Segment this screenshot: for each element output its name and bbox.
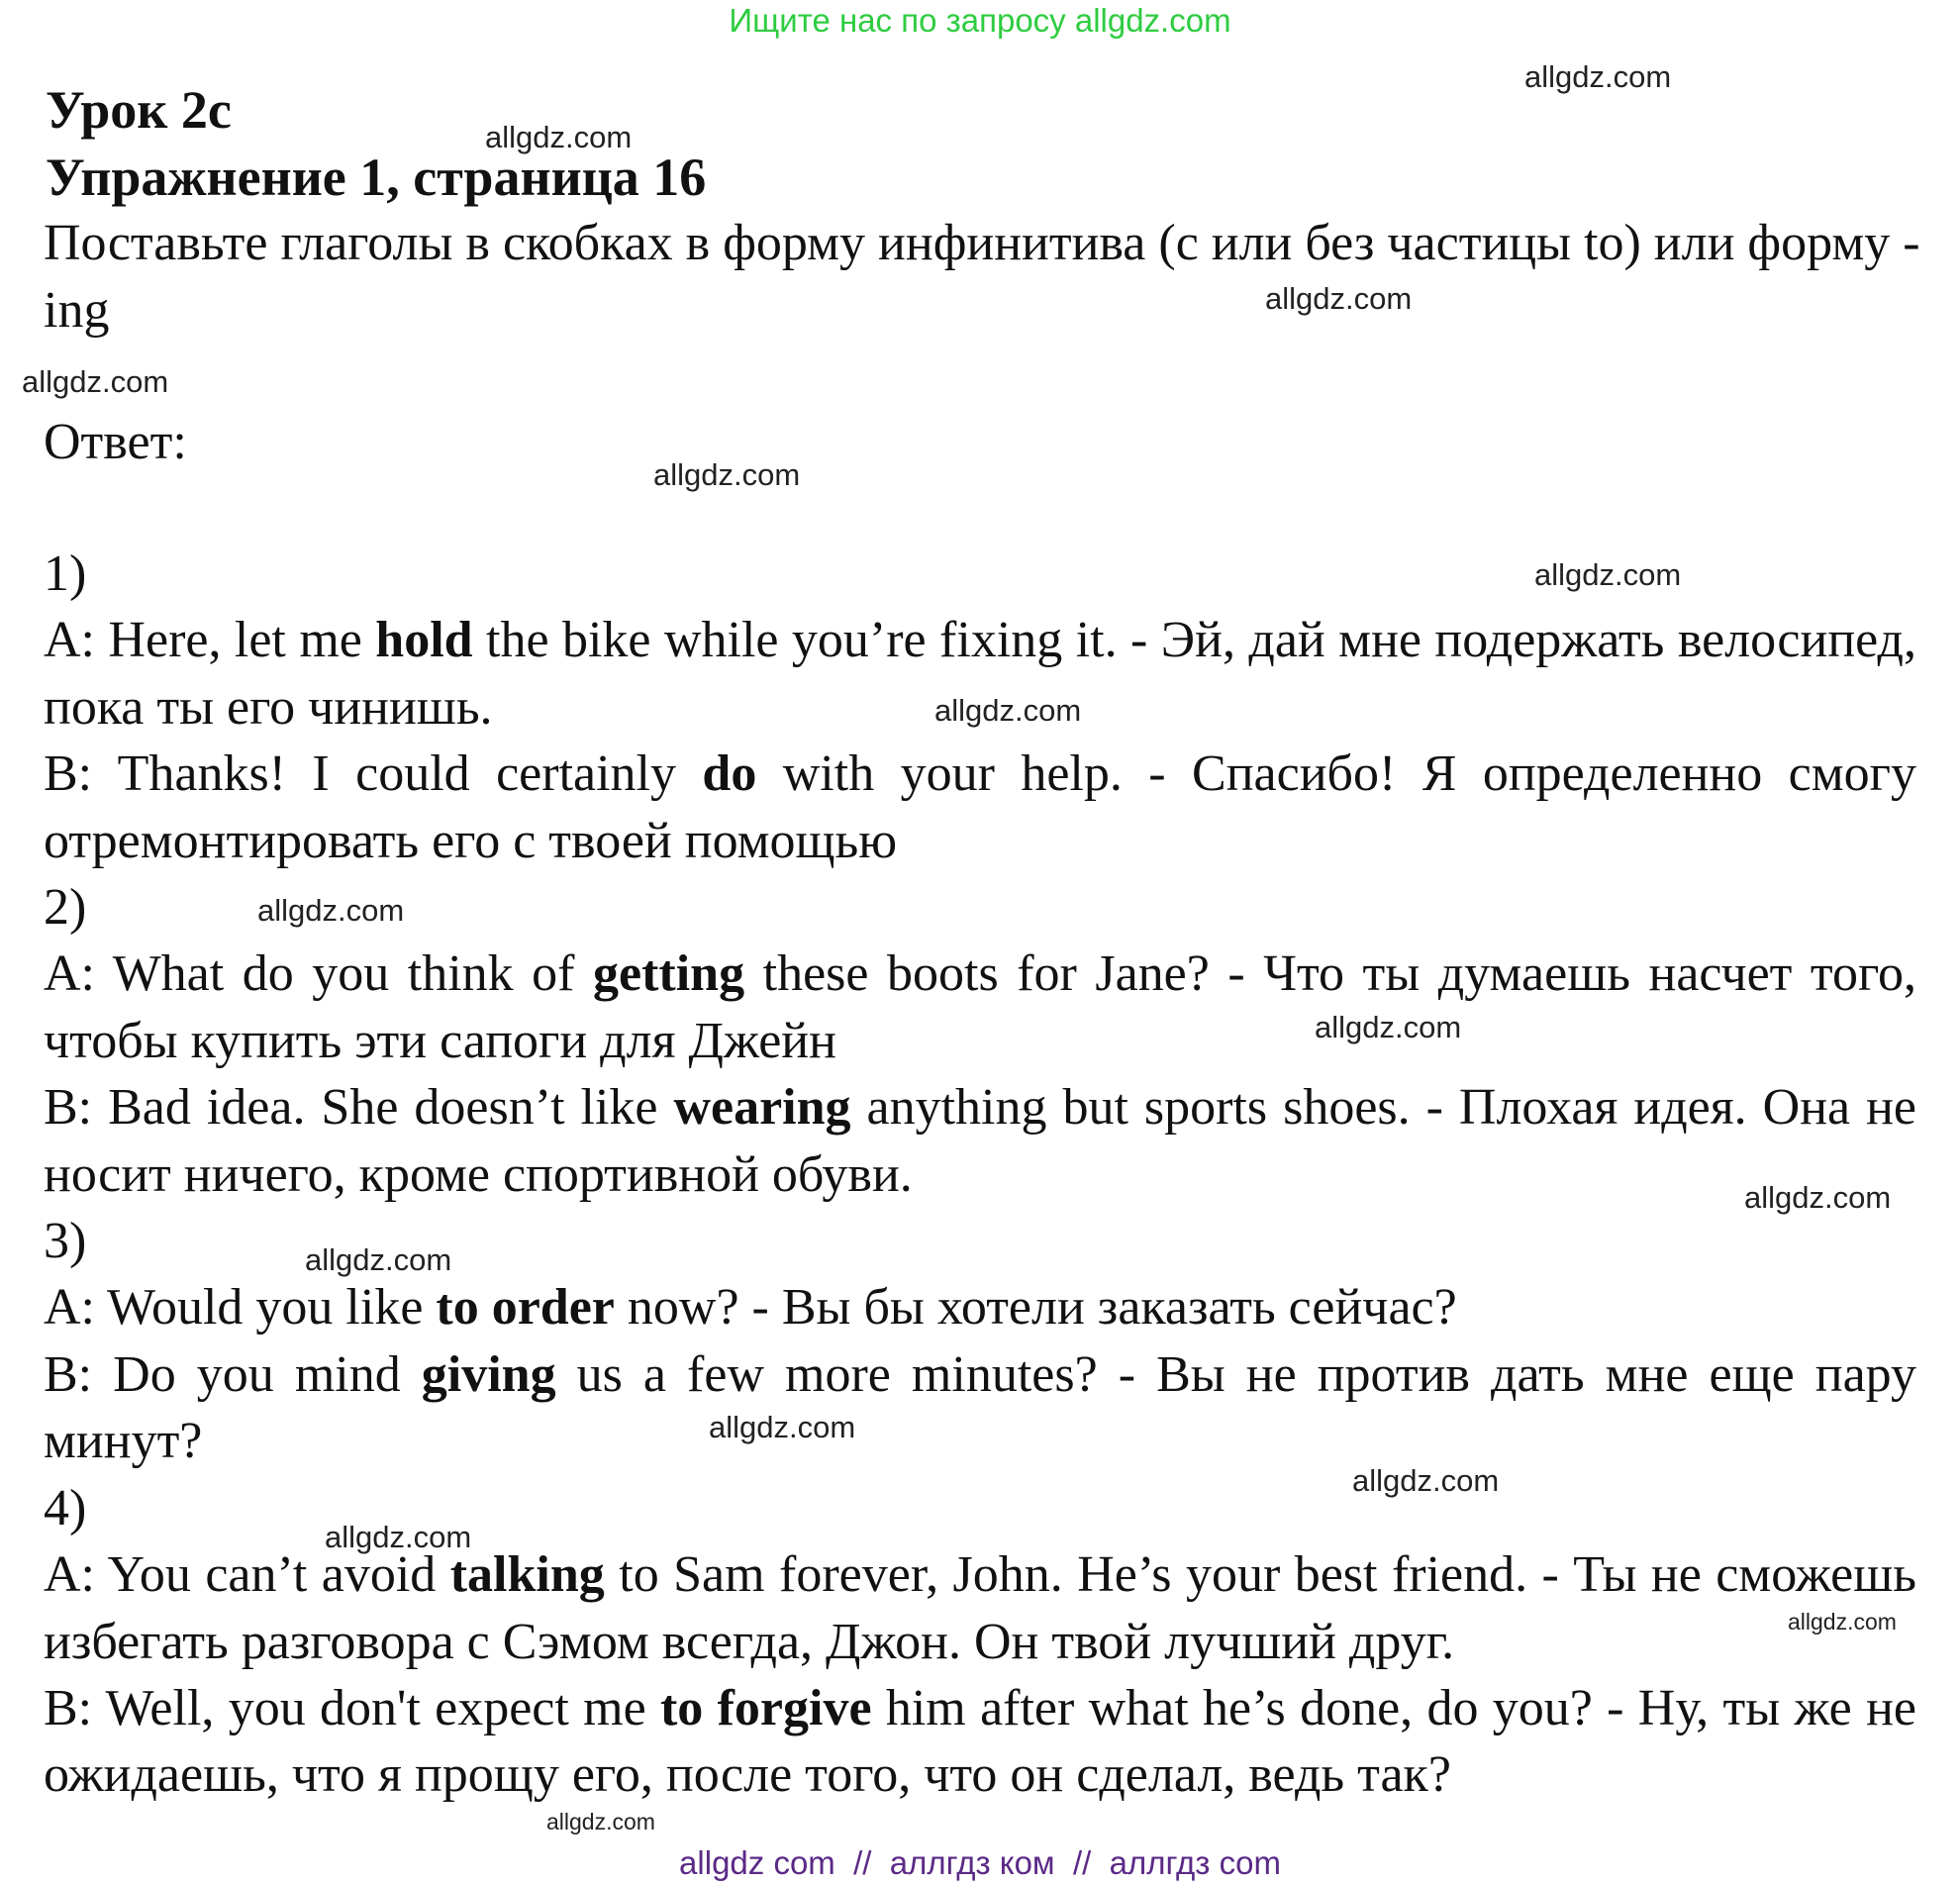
line-text: now? - Вы бы хотели заказать сейчас? xyxy=(614,1279,1457,1337)
dialogue-line-b xyxy=(44,1074,1916,1208)
dialogue-line-a xyxy=(44,941,1916,1074)
answer-verb: to forgive xyxy=(659,1679,872,1736)
answer-verb: to order xyxy=(436,1279,615,1337)
dialogue-line-a xyxy=(44,1541,1916,1675)
exercise-title: Упражнение 1, страница 16 xyxy=(46,148,707,207)
line-text: these boots for Jane? - Что ты думаешь насчет того, чтобы купить эти сапоги для Джейн xyxy=(44,945,1916,1069)
dialogue-line-b xyxy=(44,1341,1916,1475)
watermark: allgdz.com xyxy=(546,1809,655,1834)
line-text: A: Here, let me xyxy=(44,612,376,669)
bottom-banner: allgdz com // аллгдз ком // аллгдз com xyxy=(679,1844,1281,1881)
answer-verb: do xyxy=(702,745,757,803)
watermark: allgdz.com xyxy=(485,120,633,154)
watermark: allgdz.com xyxy=(1265,281,1413,316)
line-text: him after what he’s done, do you? - Ну, ты же не ожидаешь, что я прощу его, после того, что он сделал, ведь так? xyxy=(44,1679,1916,1804)
line-text: B: Well, you don't expect me xyxy=(44,1679,660,1736)
answer-verb: hold xyxy=(375,612,473,669)
watermark: allgdz.com xyxy=(1524,59,1672,94)
line-text: B: Bad idea. She doesn’t like xyxy=(44,1079,674,1137)
answer-content xyxy=(44,541,1916,1809)
line-text: B: Do you mind xyxy=(44,1345,422,1403)
line-text: A: You can’t avoid xyxy=(44,1546,450,1604)
line-text: us a few more minutes? - Вы не против дать мне еще пару минут? xyxy=(44,1345,1917,1470)
watermark: allgdz.com xyxy=(1744,1180,1892,1215)
watermark: allgdz.com xyxy=(1788,1609,1897,1635)
item-number: 3) xyxy=(44,1213,87,1270)
line-text: B: Thanks! I could certainly xyxy=(44,745,703,803)
watermark: allgdz.com xyxy=(325,1520,472,1554)
line-text: anything but sports shoes. - Плохая идея. Она не носит ничего, кроме спортивной обуви. xyxy=(44,1079,1916,1203)
answer-verb: giving xyxy=(421,1345,556,1403)
watermark: allgdz.com xyxy=(934,693,1082,728)
answer-verb: talking xyxy=(449,1546,605,1604)
item-number: 1) xyxy=(44,545,87,602)
watermark: allgdz.com xyxy=(709,1410,856,1444)
task-text: Поставьте глаголы в скобках в форму инфинитива (с или без частицы to) или форму -ing xyxy=(44,215,1920,339)
dialogue-line-b xyxy=(44,1675,1916,1809)
line-text: with your help. - Спасибо! Я определенно смогу отремонтировать его с твоей помощью xyxy=(44,745,1916,869)
dialogue-line-b xyxy=(44,741,1916,874)
watermark: allgdz.com xyxy=(1352,1463,1500,1498)
line-text: to Sam forever, John. He’s your best friend. - Ты не сможешь избегать разговора с Сэмом всегда, Джон. Он твой лучший друг. xyxy=(44,1546,1916,1670)
answer-verb: getting xyxy=(593,945,745,1003)
answer-label: Ответ: xyxy=(44,414,187,470)
watermark: allgdz.com xyxy=(22,364,169,399)
line-text: the bike while you’re fixing it. - Эй, дай мне подержать велосипед, пока ты его чинишь. xyxy=(44,612,1916,736)
watermark: allgdz.com xyxy=(1315,1010,1462,1044)
item-number: 4) xyxy=(44,1479,87,1536)
watermark: allgdz.com xyxy=(653,457,801,492)
watermark: allgdz.com xyxy=(305,1242,452,1277)
line-text: A: Would you like xyxy=(44,1279,437,1337)
line-text: A: What do you think of xyxy=(44,945,594,1003)
answer-verb: wearing xyxy=(673,1079,851,1137)
dialogue-line-a xyxy=(44,1274,1916,1340)
top-banner: Ищите нас по запросу allgdz.com xyxy=(729,2,1231,39)
watermark: allgdz.com xyxy=(1534,557,1682,592)
lesson-title: Урок 2c xyxy=(46,80,232,140)
watermark: allgdz.com xyxy=(257,893,405,928)
item-number: 2) xyxy=(44,879,87,937)
